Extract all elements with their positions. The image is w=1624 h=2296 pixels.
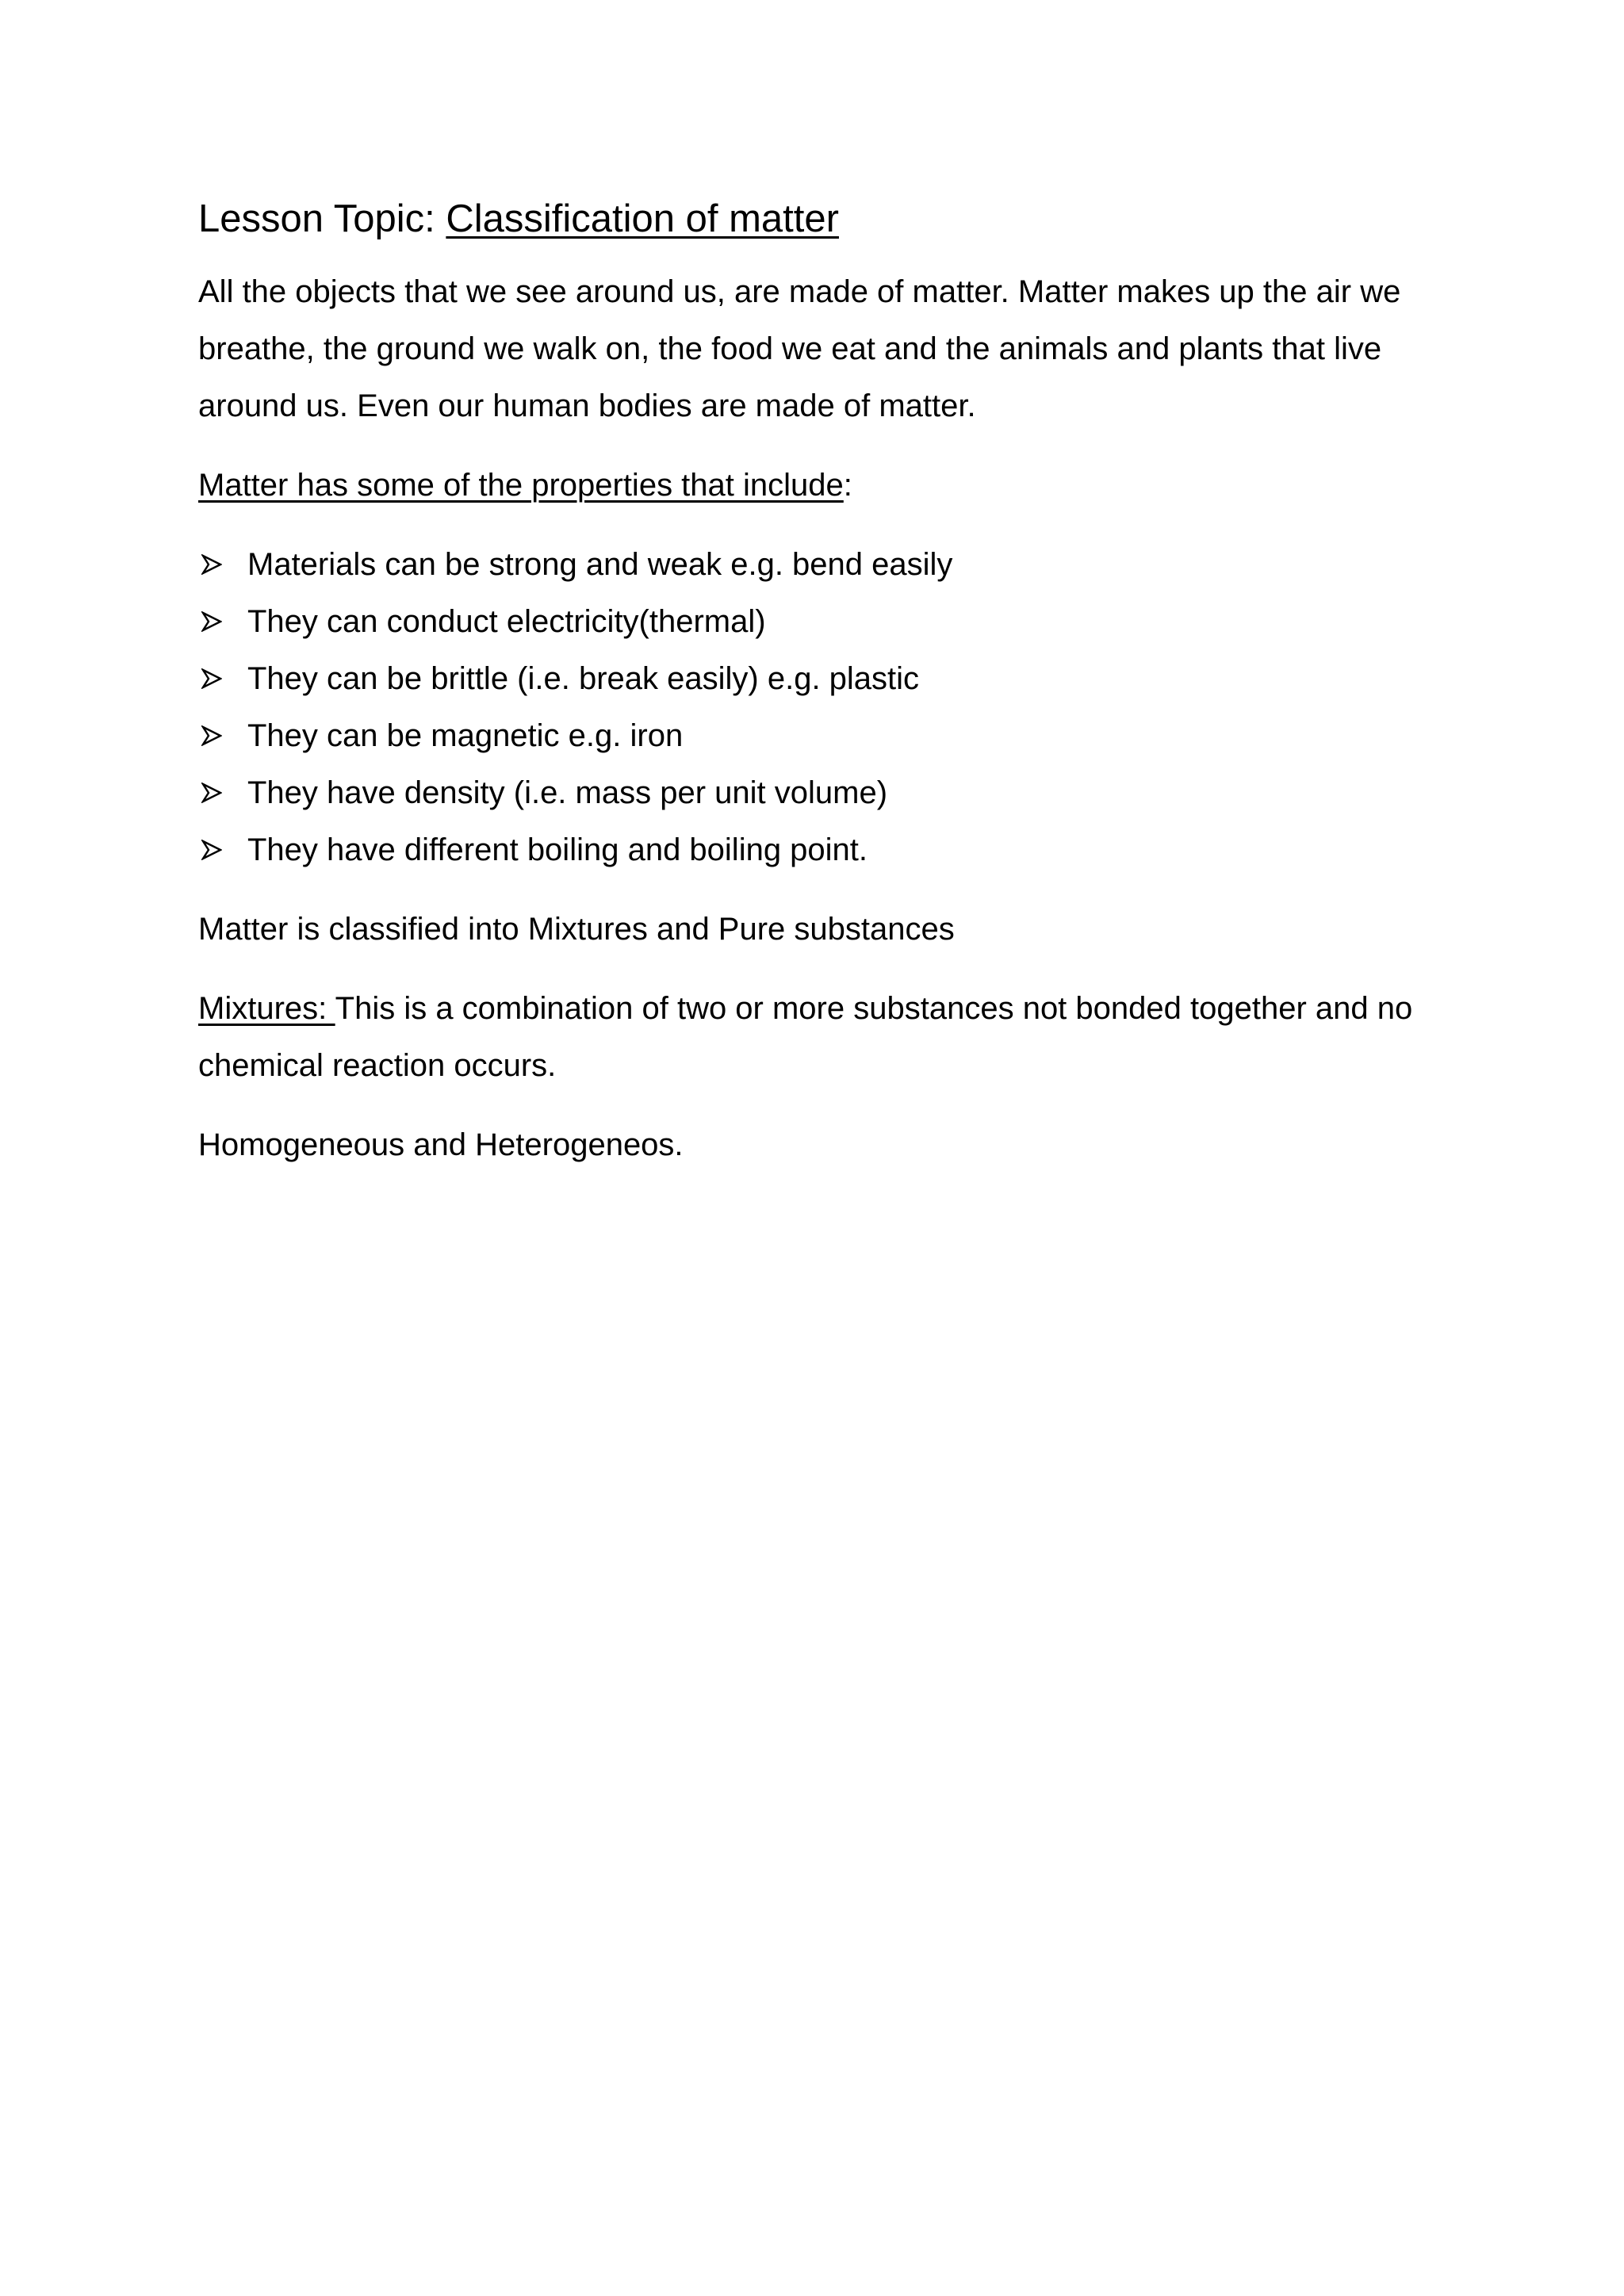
- lesson-title: [198, 187, 1435, 251]
- list-item-text: They have different boiling and boiling point.: [247, 832, 868, 867]
- mixtures-label: Mixtures:: [198, 991, 335, 1026]
- list-item: [198, 707, 1435, 764]
- lesson-title-prefix: Lesson Topic:: [198, 197, 446, 240]
- mixture-types-paragraph: Homogeneous and Heterogeneos.: [198, 1127, 684, 1162]
- classification-paragraph: Matter is classified into Mixtures and Pure substances: [198, 912, 955, 947]
- list-item: [198, 764, 1435, 821]
- mixtures-definition: This is a combination of two or more substances not bonded together and no chemical reaction occurs.: [198, 991, 1413, 1083]
- properties-heading-colon: :: [843, 468, 852, 503]
- arrowhead-bullet-icon: [198, 764, 247, 821]
- list-item-text: They can be magnetic e.g. iron: [247, 718, 684, 753]
- arrowhead-bullet-icon: [198, 821, 247, 878]
- document-content: [198, 187, 1435, 1196]
- mixtures-paragraph: [198, 980, 1435, 1094]
- properties-heading: [198, 457, 1435, 514]
- list-item-text: They have density (i.e. mass per unit volume): [247, 775, 888, 810]
- list-item: [198, 821, 1435, 878]
- arrowhead-bullet-icon: [198, 593, 247, 650]
- list-item: [198, 593, 1435, 650]
- arrowhead-bullet-icon: [198, 650, 247, 707]
- arrowhead-bullet-icon: [198, 707, 247, 764]
- list-item-text: Materials can be strong and weak e.g. bend easily: [247, 547, 953, 582]
- list-item: [198, 650, 1435, 707]
- list-item-text: They can be brittle (i.e. break easily) e.g. plastic: [247, 661, 920, 696]
- lesson-topic: Classification of matter: [446, 197, 839, 240]
- arrowhead-bullet-icon: [198, 536, 247, 593]
- properties-list: [198, 536, 1435, 878]
- intro-paragraph: All the objects that we see around us, are made of matter. Matter makes up the air we breathe, the ground we walk on, the food we eat and the animals and plants that live around us. Even our human bodies are made of matter.: [198, 274, 1401, 423]
- properties-heading-text: Matter has some of the properties that include: [198, 468, 844, 503]
- list-item: [198, 536, 1435, 593]
- list-item-text: They can conduct electricity(thermal): [247, 604, 766, 639]
